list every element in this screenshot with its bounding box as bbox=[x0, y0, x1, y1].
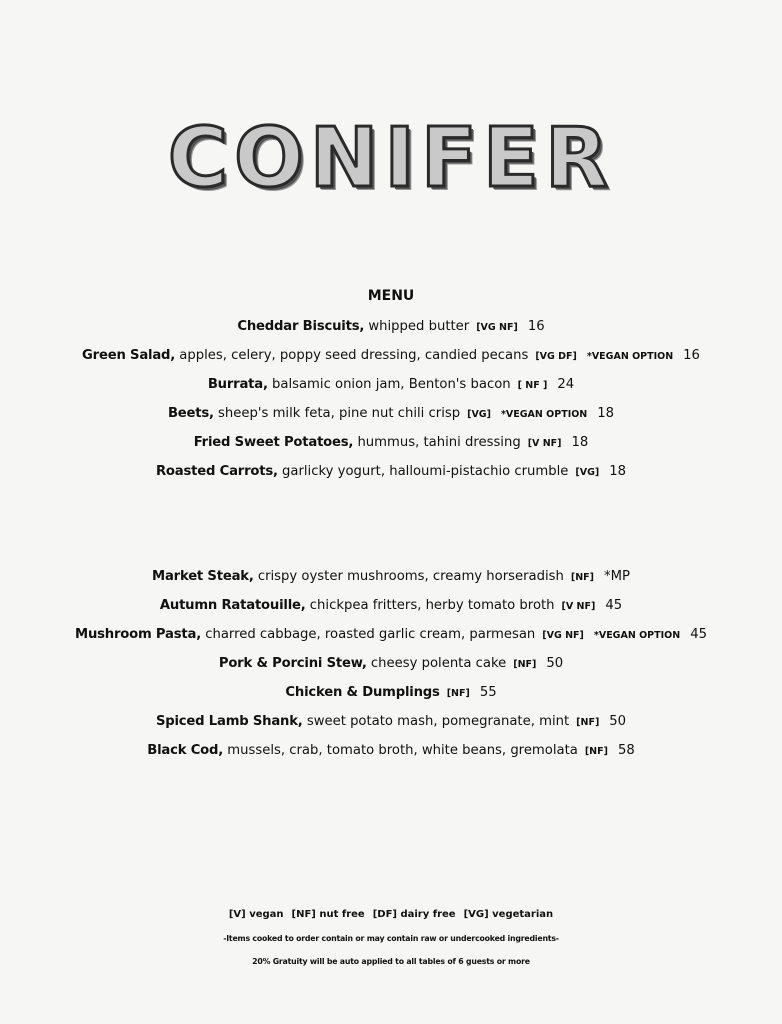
item-dietary-tags: [VG NF] bbox=[542, 630, 584, 641]
item-price: 50 bbox=[546, 656, 564, 671]
item-price: 50 bbox=[609, 714, 627, 729]
item-option: *VEGAN OPTION bbox=[500, 409, 588, 420]
item-dietary-tags: [V NF] bbox=[561, 601, 596, 612]
starters-list bbox=[0, 313, 782, 487]
legend-entry: [V] vegan bbox=[228, 909, 284, 920]
menu-item bbox=[0, 313, 782, 342]
item-name: Chicken & Dumplings bbox=[285, 685, 440, 700]
item-description: whipped butter bbox=[364, 319, 470, 334]
menu-item bbox=[0, 621, 782, 650]
item-price: 16 bbox=[683, 348, 700, 363]
item-price: 45 bbox=[605, 598, 623, 613]
item-dietary-tags: [NF] bbox=[584, 746, 608, 757]
item-description: mussels, crab, tomato broth, white beans, gremolata bbox=[223, 743, 578, 758]
item-name: Green Salad, bbox=[82, 348, 176, 363]
item-dietary-tags: [VG] bbox=[467, 409, 491, 420]
item-name: Autumn Ratatouille, bbox=[159, 598, 306, 613]
item-dietary-tags: [NF] bbox=[446, 688, 470, 699]
menu-item bbox=[0, 371, 782, 400]
item-name: Roasted Carrots, bbox=[155, 464, 278, 479]
menu-item bbox=[0, 708, 782, 737]
item-price: 55 bbox=[479, 685, 497, 700]
item-dietary-tags: [NF] bbox=[576, 717, 600, 728]
menu-item bbox=[0, 458, 782, 487]
item-price: 45 bbox=[690, 627, 707, 642]
menu-item bbox=[0, 429, 782, 458]
restaurant-logo: CONIFER bbox=[167, 111, 615, 206]
item-dietary-tags: [NF] bbox=[513, 659, 537, 670]
item-description: sheep's milk feta, pine nut chili crisp bbox=[213, 406, 461, 421]
item-price: 18 bbox=[609, 464, 627, 479]
item-name: Spiced Lamb Shank, bbox=[155, 714, 303, 729]
item-price: 58 bbox=[617, 743, 635, 758]
item-option: *VEGAN OPTION bbox=[593, 630, 681, 641]
item-description: apples, celery, poppy seed dressing, candied pecans bbox=[175, 348, 529, 363]
item-description: garlicky yogurt, halloumi-pistachio crumble bbox=[277, 464, 569, 479]
legend-entry: [DF] dairy free bbox=[372, 909, 456, 920]
item-price: 18 bbox=[571, 435, 589, 450]
starters-section bbox=[0, 288, 782, 487]
item-price: 18 bbox=[597, 406, 615, 421]
menu-item bbox=[0, 679, 782, 708]
item-description: chickpea fritters, herby tomato broth bbox=[305, 598, 555, 613]
menu-footer bbox=[0, 909, 782, 980]
item-dietary-tags: [NF] bbox=[570, 572, 595, 583]
item-dietary-tags: [VG DF] bbox=[535, 351, 577, 362]
menu-heading: MENU bbox=[367, 288, 415, 304]
item-name: Cheddar Biscuits, bbox=[237, 319, 365, 334]
gratuity-notice: 20% Gratuity will be auto applied to all tables of 6 guests or more bbox=[252, 957, 530, 966]
menu-item bbox=[0, 400, 782, 429]
item-name: Beets, bbox=[167, 406, 214, 421]
legend-entry: [VG] vegetarian bbox=[463, 909, 554, 920]
mains-section bbox=[0, 563, 782, 766]
item-description: crispy oyster mushrooms, creamy horseradish bbox=[253, 569, 564, 584]
menu-item bbox=[0, 737, 782, 766]
item-name: Burrata, bbox=[207, 377, 268, 392]
item-price: 24 bbox=[557, 377, 575, 392]
item-description: cheesy polenta cake bbox=[366, 656, 507, 671]
item-name: Market Steak, bbox=[152, 569, 254, 584]
item-name: Mushroom Pasta, bbox=[75, 627, 202, 642]
item-description: sweet potato mash, pomegranate, mint bbox=[302, 714, 570, 729]
item-price: 16 bbox=[527, 319, 545, 334]
menu-item bbox=[0, 650, 782, 679]
item-option: *VEGAN OPTION bbox=[586, 351, 674, 362]
dietary-legend bbox=[0, 909, 782, 920]
item-name: Black Cod, bbox=[147, 743, 224, 758]
item-name: Fried Sweet Potatoes, bbox=[193, 435, 354, 450]
item-name: Pork & Porcini Stew, bbox=[218, 656, 367, 671]
item-description: charred cabbage, roasted garlic cream, parmesan bbox=[201, 627, 536, 642]
mains-list bbox=[0, 563, 782, 766]
item-price: *MP bbox=[604, 569, 630, 584]
menu-item bbox=[0, 592, 782, 621]
raw-food-notice: -Items cooked to order contain or may contain raw or undercooked ingredients- bbox=[223, 934, 559, 943]
menu-item bbox=[0, 342, 782, 371]
legend-entry: [NF] nut free bbox=[291, 909, 365, 920]
menu-item bbox=[0, 563, 782, 592]
item-dietary-tags: [VG] bbox=[575, 467, 600, 478]
item-dietary-tags: [V NF] bbox=[527, 438, 562, 449]
item-dietary-tags: [ NF ] bbox=[517, 380, 548, 391]
item-description: balsamic onion jam, Benton's bacon bbox=[267, 377, 511, 392]
item-description: hummus, tahini dressing bbox=[353, 435, 521, 450]
item-dietary-tags: [VG NF] bbox=[476, 322, 518, 333]
